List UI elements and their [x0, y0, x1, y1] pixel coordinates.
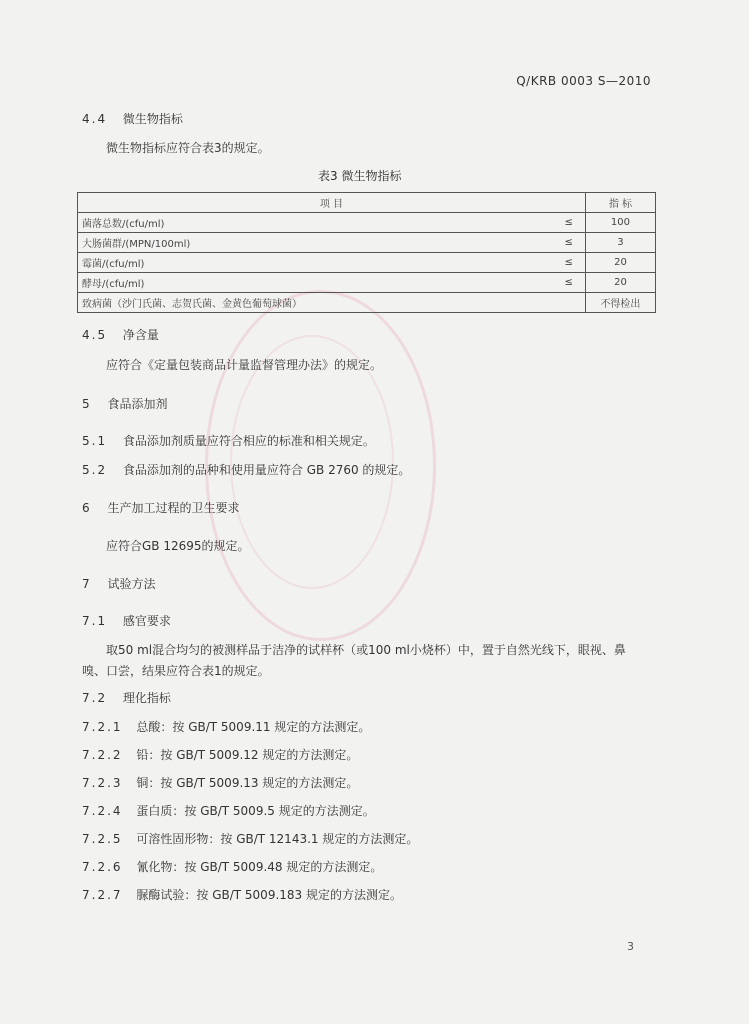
table-row [78, 213, 656, 233]
item-text: 可溶性固形物：按 GB/T 12143.1 规定的方法测定。 [136, 832, 419, 846]
table-row [78, 233, 656, 253]
table-title: 表3 微生物指标 [318, 169, 402, 183]
section-number: 5.2 [82, 463, 108, 477]
table-row [78, 253, 656, 273]
section-4-4-heading [82, 110, 183, 127]
section-5-2 [82, 461, 410, 478]
section-4-5-heading [82, 326, 159, 343]
row-op: ≤ [539, 213, 586, 233]
item-text: 铜：按 GB/T 5009.13 规定的方法测定。 [136, 776, 359, 790]
list-item [82, 858, 382, 875]
row-name: 霉菌/(cfu/ml) [78, 253, 539, 273]
row-value: 不得检出 [585, 293, 655, 313]
section-title: 微生物指标 [122, 112, 183, 126]
section-7-1-text-line1: 取50 ml混合均匀的被测样品于洁净的试样杯（或100 ml小烧杯）中，置于自然光线下，眼视、鼻 [106, 643, 626, 657]
row-value: 20 [585, 253, 655, 273]
item-text: 总酸：按 GB/T 5009.11 规定的方法测定。 [136, 720, 371, 734]
section-7-1-text-line2: 嗅、口尝，结果应符合表1的规定。 [82, 664, 270, 678]
list-item [82, 830, 418, 847]
section-title: 食品添加剂 [107, 397, 168, 411]
item-number: 7.2.2 [82, 748, 123, 762]
table-header-row [78, 193, 656, 213]
section-title: 净含量 [122, 328, 159, 342]
item-text: 铅：按 GB/T 5009.12 规定的方法测定。 [136, 748, 359, 762]
section-number: 4.4 [82, 112, 108, 126]
section-text: 食品添加剂的品种和使用量应符合 GB 2760 的规定。 [122, 463, 411, 477]
item-text: 脲酶试验：按 GB/T 5009.183 规定的方法测定。 [136, 888, 402, 902]
item-number: 7.2.7 [82, 888, 123, 902]
section-7-1-heading [82, 612, 171, 629]
row-value: 3 [585, 233, 655, 253]
item-number: 7.2.4 [82, 804, 123, 818]
section-5-1 [82, 432, 375, 449]
row-value: 20 [585, 273, 655, 293]
section-title: 理化指标 [122, 691, 171, 705]
item-number: 7.2.1 [82, 720, 123, 734]
item-number: 7.2.6 [82, 860, 123, 874]
list-item [82, 886, 402, 903]
row-op: ≤ [539, 253, 586, 273]
row-name: 酵母/(cfu/ml) [78, 273, 539, 293]
section-number: 5 [82, 397, 92, 411]
item-text: 蛋白质：按 GB/T 5009.5 规定的方法测定。 [136, 804, 375, 818]
item-number: 7.2.3 [82, 776, 123, 790]
list-item [82, 774, 358, 791]
list-item [82, 746, 358, 763]
section-title: 感官要求 [122, 614, 171, 628]
section-number: 7.1 [82, 614, 108, 628]
list-item [82, 718, 370, 735]
microbe-table [77, 192, 656, 313]
row-op: ≤ [539, 273, 586, 293]
section-5-heading [82, 395, 167, 412]
col-value-header: 指 标 [585, 193, 655, 213]
section-title: 生产加工过程的卫生要求 [107, 501, 240, 515]
list-item [82, 802, 375, 819]
section-number: 4.5 [82, 328, 108, 342]
section-7-heading [82, 575, 155, 592]
item-number: 7.2.5 [82, 832, 123, 846]
row-name: 致病菌（沙门氏菌、志贺氏菌、金黄色葡萄球菌） [78, 293, 586, 313]
col-item-header: 项 目 [78, 193, 586, 213]
section-number: 5.1 [82, 434, 108, 448]
section-number: 7 [82, 577, 92, 591]
table-row [78, 273, 656, 293]
item-text: 氰化物：按 GB/T 5009.48 规定的方法测定。 [136, 860, 383, 874]
section-6-text: 应符合GB 12695的规定。 [106, 539, 250, 553]
row-value: 100 [585, 213, 655, 233]
section-4-4-text: 微生物指标应符合表3的规定。 [106, 141, 270, 155]
row-op: ≤ [539, 233, 586, 253]
section-text: 食品添加剂质量应符合相应的标准和相关规定。 [122, 434, 375, 448]
row-name: 菌落总数/(cfu/ml) [78, 213, 539, 233]
section-6-heading [82, 499, 239, 516]
table-row [78, 293, 656, 313]
page-number: 3 [627, 940, 634, 953]
standard-code: Q/KRB 0003 S—2010 [516, 74, 651, 88]
section-number: 7.2 [82, 691, 108, 705]
section-4-5-text: 应符合《定量包装商品计量监督管理办法》的规定。 [106, 358, 383, 372]
section-number: 6 [82, 501, 92, 515]
row-name: 大肠菌群/(MPN/100ml) [78, 233, 539, 253]
section-7-2-heading [82, 689, 171, 706]
section-title: 试验方法 [107, 577, 156, 591]
